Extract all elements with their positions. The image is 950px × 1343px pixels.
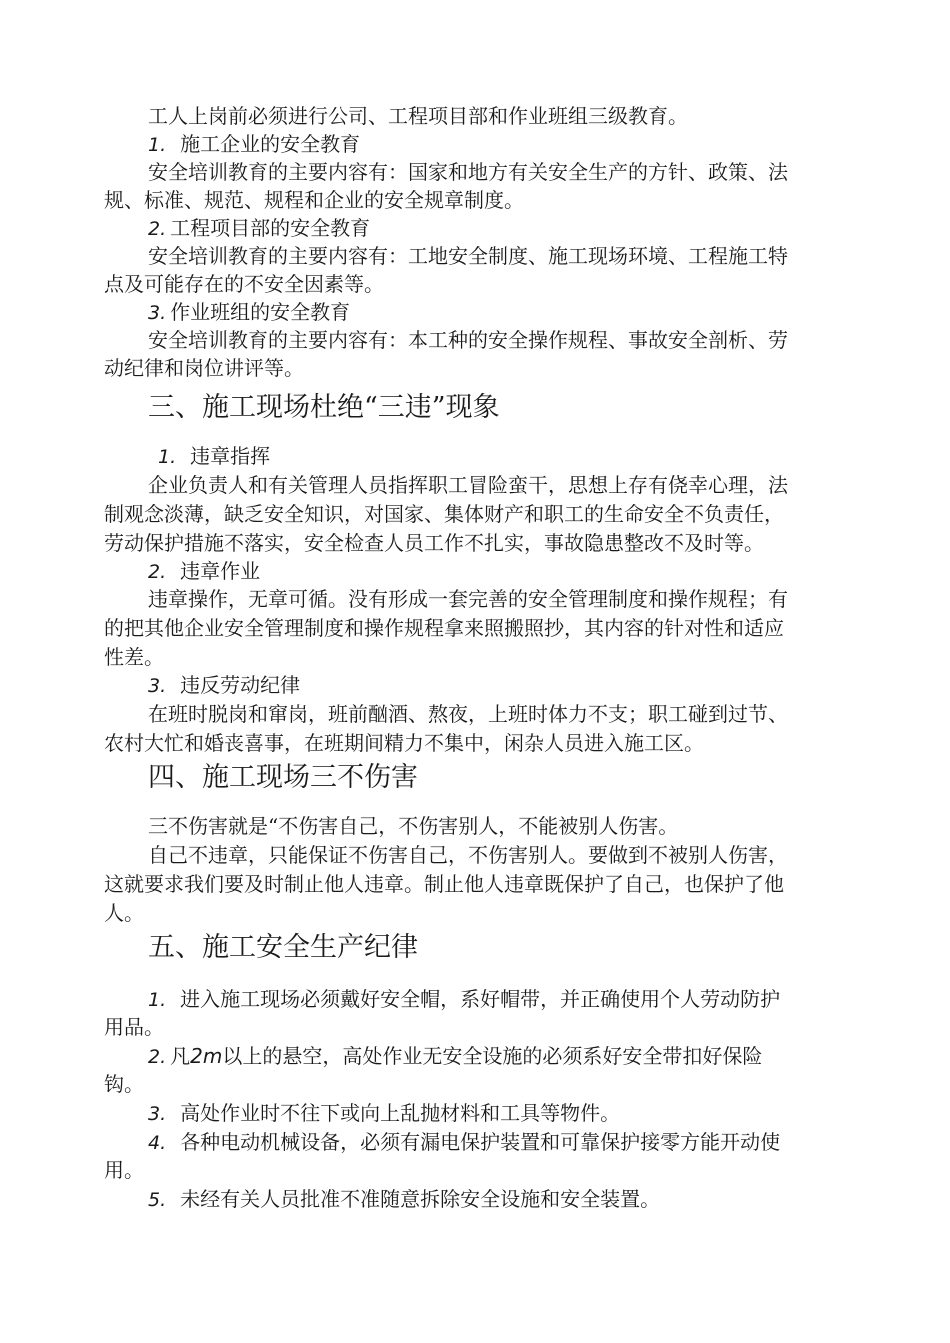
paragraph-line: 安全培训教育的主要内容有：工地安全制度、施工现场环境、工程施工特 (148, 244, 788, 268)
subheading-labor-discipline (148, 671, 898, 700)
subheading-text: 违章作业 (180, 559, 261, 583)
paragraph-line: 劳动保护措施不落实，安全检查人员工作不扎实，事故隐患整改不及时等。 (104, 531, 764, 555)
list-number: 3. (148, 1103, 167, 1125)
subheading-team-education (148, 298, 898, 327)
paragraph-line: 安全培训教育的主要内容有：本工种的安全操作规程、事故安全剖析、劳 (148, 328, 788, 352)
rule-text: 以上的悬空，高处作业无安全设施的必须系好安全带扣好保险 (222, 1044, 763, 1068)
paragraph-line: 用。 (104, 1158, 144, 1182)
paragraph-line: 点及可能存在的不安全因素等。 (104, 272, 384, 296)
subheading-text: 违章指挥 (190, 444, 271, 468)
paragraph-line: 自己不违章，只能保证不伤害自己，不伤害别人。要做到不被别人伤害， (148, 843, 788, 867)
paragraph-line: 企业负责人和有关管理人员指挥职工冒险蛮干，思想上存有侥幸心理，法 (148, 473, 788, 497)
paragraph-line: 三不伤害就是“不伤害自己，不伤害别人，不能被别人伤害。 (148, 814, 679, 838)
rule-item (148, 1099, 898, 1128)
list-number: 5. (148, 1189, 167, 1211)
list-number: 1. (148, 134, 167, 156)
paragraph-line: 制观念淡薄，缺乏安全知识，对国家、集体财产和职工的生命安全不负责任， (104, 502, 784, 526)
list-number: 2. (148, 561, 167, 583)
rule-item (148, 1185, 898, 1214)
list-number: 4. (148, 1132, 167, 1154)
height-value: 2m (190, 1044, 223, 1068)
list-number: 2. (148, 218, 167, 240)
subheading-text: 作业班组的安全教育 (170, 300, 351, 324)
paragraph-line: 违章操作，无章可循。没有形成一套完善的安全管理制度和操作规程；有 (148, 587, 788, 611)
paragraph-line: 性差。 (104, 645, 164, 669)
paragraph-intro: 工人上岗前必须进行公司、工程项目部和作业班组三级教育。 (148, 104, 688, 128)
rule-text-prefix: 凡 (170, 1044, 191, 1068)
section-heading-three-violations: 三、施工现场杜绝“三违”现象 (148, 392, 500, 423)
rule-item (148, 1128, 898, 1157)
paragraph-line: 规、标准、规范、规程和企业的安全规章制度。 (104, 188, 524, 212)
subheading-violating-command (158, 442, 908, 471)
subheading-project-education (148, 214, 898, 243)
list-number: 3. (148, 302, 167, 324)
list-number: 1. (148, 989, 167, 1011)
paragraph-line: 的把其他企业安全管理制度和操作规程拿来照搬照抄，其内容的针对性和适应 (104, 616, 784, 640)
paragraph-line: 人。 (104, 901, 144, 925)
paragraph-line: 动纪律和岗位讲评等。 (104, 356, 304, 380)
section-heading-safety-discipline: 五、施工安全生产纪律 (148, 932, 418, 963)
rule-text: 高处作业时不往下或向上乱抛材料和工具等物件。 (180, 1101, 621, 1125)
subheading-text: 施工企业的安全教育 (180, 132, 361, 156)
list-number: 3. (148, 675, 167, 697)
section-heading-three-no-harm: 四、施工现场三不伤害 (148, 762, 418, 793)
rule-text: 进入施工现场必须戴好安全帽，系好帽带，并正确使用个人劳动防护 (180, 987, 781, 1011)
list-number: 2. (148, 1046, 167, 1068)
rule-item (148, 985, 898, 1014)
paragraph-line: 钩。 (104, 1072, 144, 1096)
subheading-enterprise-education (148, 130, 898, 159)
paragraph-line: 农村大忙和婚丧喜事，在班期间精力不集中，闲杂人员进入施工区。 (104, 731, 704, 755)
paragraph-line: 在班时脱岗和窜岗，班前酗酒、熬夜，上班时体力不支；职工碰到过节、 (148, 702, 788, 726)
paragraph-line: 安全培训教育的主要内容有：国家和地方有关安全生产的方针、政策、法 (148, 160, 788, 184)
rule-text: 未经有关人员批准不准随意拆除安全设施和安全装置。 (180, 1187, 661, 1211)
subheading-text: 违反劳动纪律 (180, 673, 301, 697)
rule-item (148, 1042, 898, 1071)
paragraph-line: 这就要求我们要及时制止他人违章。制止他人违章既保护了自己，也保护了他 (104, 872, 784, 896)
list-number: 1. (158, 446, 177, 468)
paragraph-line: 用品。 (104, 1015, 164, 1039)
subheading-text: 工程项目部的安全教育 (170, 216, 371, 240)
rule-text: 各种电动机械设备，必须有漏电保护装置和可靠保护接零方能开动使 (180, 1130, 781, 1154)
subheading-violating-operation (148, 557, 898, 586)
